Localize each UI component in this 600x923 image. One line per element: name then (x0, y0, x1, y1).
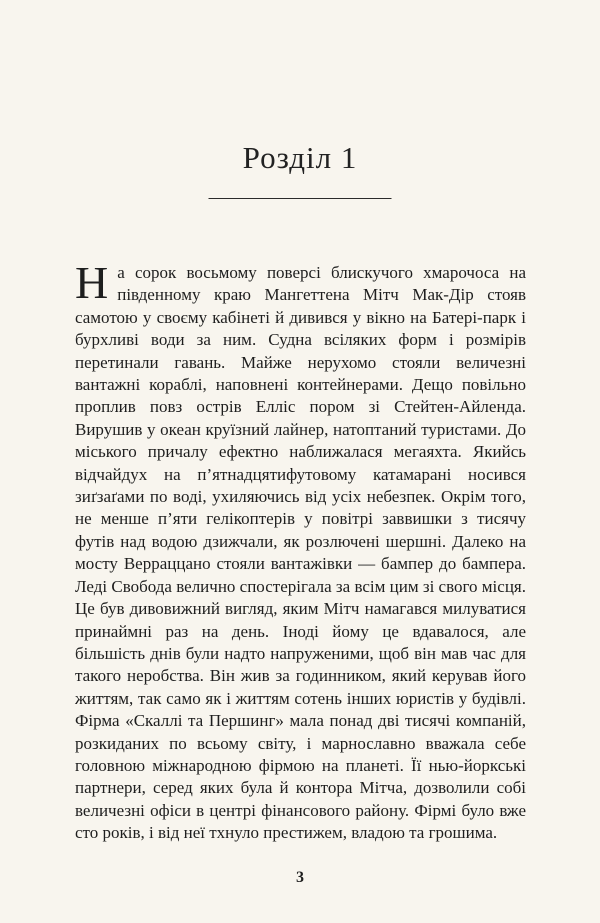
chapter-divider (209, 198, 392, 199)
chapter-title: Розділ 1 (242, 140, 358, 175)
drop-cap: Н (75, 257, 109, 308)
paragraph-text: а сорок восьмому поверсі блискучого хмарочоса на південному краю Мангеттена Мітч Мак-Дір стояв самотою у своєму кабінеті й дивився у вікно на Батері-парк і бурхливі води за ним. Судна всіляких форм і розмірів перетинали гавань. Майже нерухомо стояли величезні вантажні кораблі, наповнені контейнерами. Дещо повільно проплив повз острів Елліс пором зі Стейтен-Айленда. Вирушив у океан круїзний лайнер, натоптаний туристами. До міського причалу ефектно наближалася мегаяхта. Якийсь відчайдух на п’ятнадцятифутовому катамарані носився зиґзаґами по воді, ухиляючись від усіх небезпек. Окрім того, не менше п’яти гелікоптерів у повітрі заввишки з тисячу футів над водою дзижчали, як розлючені шершні. Далеко на мосту Верраццано стояли вантажівки — бампер до бампера. Леді Свобода велично спостерігала за всім цим зі свого місця. Це був дивовижний вигляд, яким Мітч намагався милуватися принаймні раз на день. Іноді йому це вдавалося, але більшість днів були надто напруженими, щоб він мав час для такого неробства. Він жив за годинником, який керував його життям, так само як і життям сотень інших юристів у будівлі. Фірма «Скаллі та Першинг» мала понад дві тисячі компаній, розкиданих по всьому світу, і марнославно вважала себе головною міжнародною фірмою на планеті. Її нью-йоркські партнери, серед яких була й контора Мітча, дозволили собі величезні офіси в центрі фінансового району. Фірмі було вже сто років, і від неї тхнуло престижем, владою та грошима. (75, 263, 526, 843)
body-paragraph (75, 257, 526, 845)
page-number: 3 (296, 869, 304, 886)
